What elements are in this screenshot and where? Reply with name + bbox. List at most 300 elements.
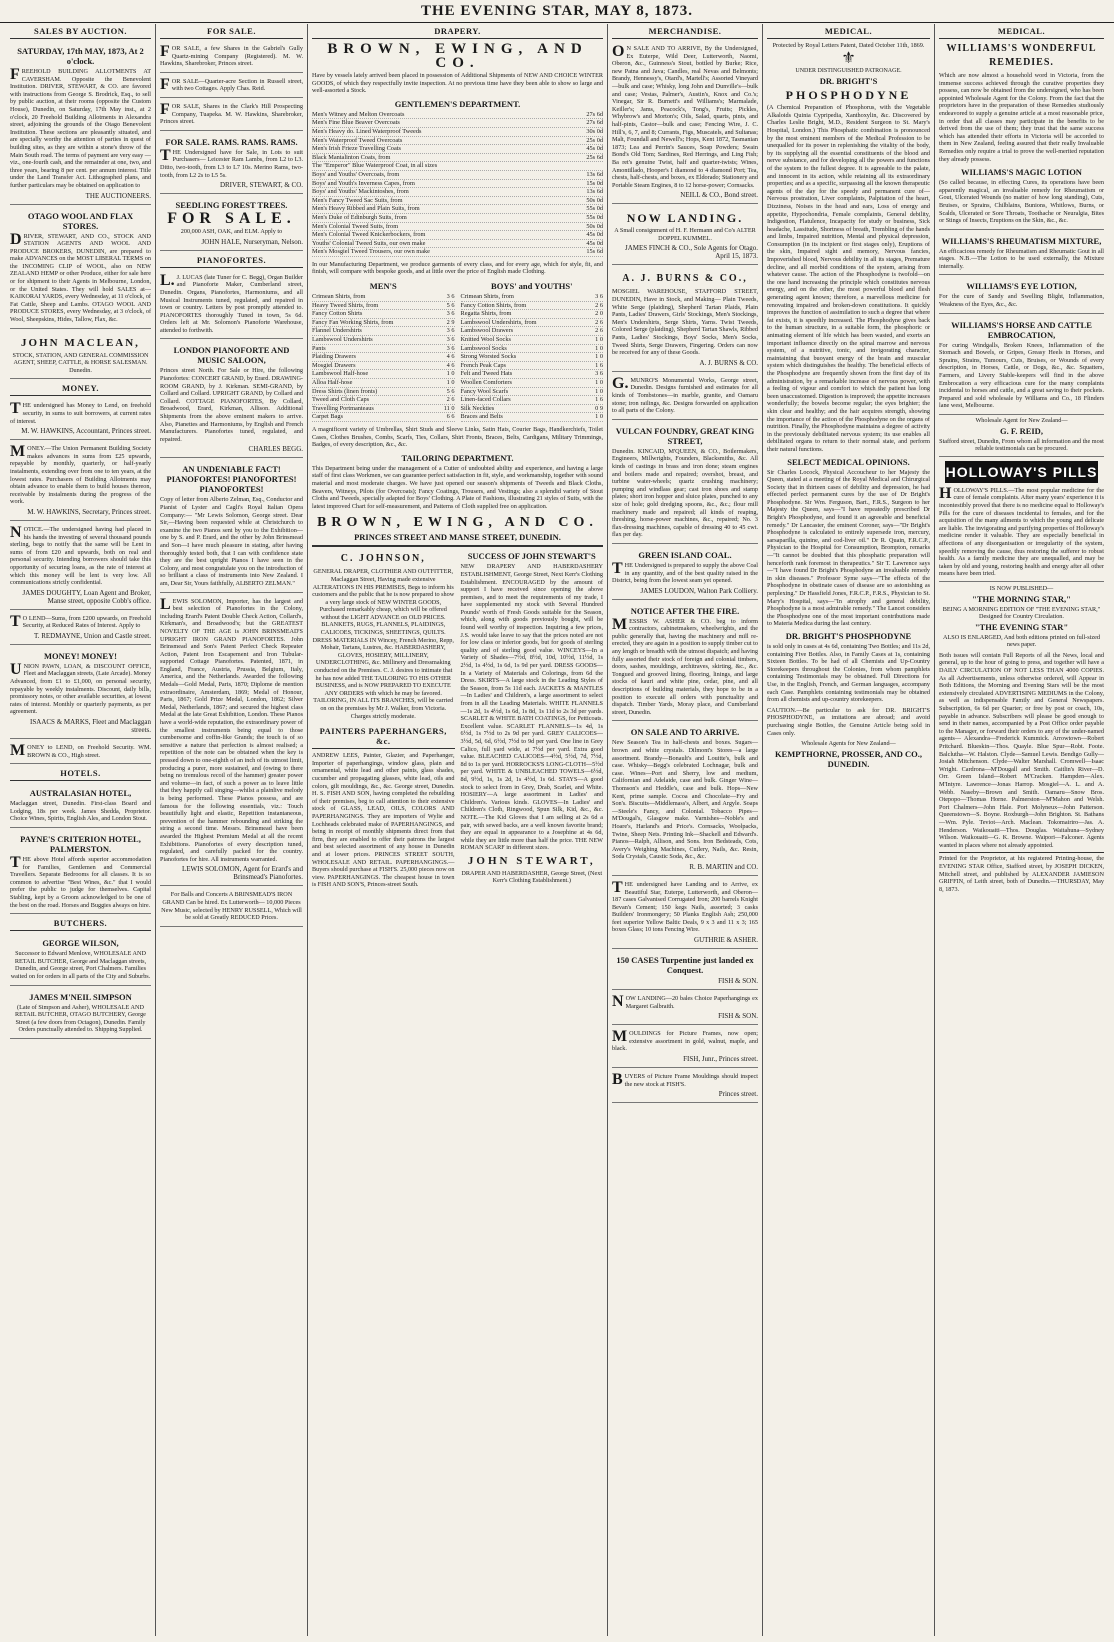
advert-body: Dunedin. KINCAID, M'QUEEN, & CO., Boilermakers, Engineers, Millwrights, Founders, Blacksmiths, &c. All kinds of castings in brass and iron done; steam engines and boilers made and repaired; overshot, breast, and turbine water-wheels; quartz crushing machinery; pumping and windlass gear; cast iron shoes and stamp plates; short iron hopper and sluice plates, punched to any size of hole; gold dredging spoons, &c., &c.; flour mill machinery made and repaired; all kinds of reaping, threshing, horse-power machines, &c., repaired; No. 3 flax-dressing machines, capable of dressing 40 to 45 cwt. flax per day.	[612, 447, 758, 539]
item-price: 50s 0d	[586, 196, 603, 204]
price-row	[461, 405, 604, 414]
tailoring-title: TAILORING DEPARTMENT.	[401, 452, 514, 463]
advert-body: FREEHOLD BUILDING ALLOTMENTS AT CAVERSHAM. Opposite the Benevolent Institution. DRIVER, STEWART, & CO. are favored with instructions from George S. Brodrick, Esq., to sell by public auction, at their rooms (opposite the Custom House), Dunedin, on Saturday, 17th May inst., at 2 o'clock, 20 Freehold Building Allotments in Alexandra street, adjoining the grounds of the Otago Benevolent Institution. These sections are pleasantly situated, and are specially worthy the attention of parties in quest of building sites, as they are within a stone's throw of the Main South road. The terms of payment are very easy — viz., one-fourth cash, and the remainder at one, two, and three years, bearing 8 per cent. per annum interest. Title under the Land Transfer Act. Lithographed plans, and further particulars may be obtained on application to	[10, 66, 151, 189]
item-name: Pants	[312, 344, 326, 352]
mens-table	[312, 280, 455, 422]
item-price: 2 6	[595, 301, 603, 309]
item-name: Lambswool Socks	[460, 344, 507, 352]
item-price: 1 0	[446, 379, 455, 386]
royal-arms-icon: ⚜	[841, 49, 856, 67]
item-name: Fancy Cotton Shirts	[312, 310, 363, 318]
advert-title: VULCAN FOUNDRY, GREAT KING STREET,	[615, 425, 755, 446]
advert-title: A. J. BURNS & CO.,	[622, 273, 748, 285]
advert	[612, 374, 758, 420]
advert-body: Copy of letter from Alberto Zelman, Esq., Conductor and Pianist of Lyster and Cagli's Royal Italian Opera Company:— "Mr Lewis Solomon, George street. Dear Sir,—Having been requested while at Christchurch to examine the two Pianos sent by you to the Exhibition—one by S. and P. Erard, and the other by John Brinsmead and Son—I have much pleasure in stating, after having thoroughly tested both, that I can with confidence state they are the best upright Pianos I have seen in the Colony, and most congratulate you on the introduction of so brilliant a class of instruments into New Zealand. I am, Dear Sir, Yours faithfully, ALBERTO ZELMAN."	[160, 496, 303, 587]
advert-signature: GUTHRIE & ASHER.	[694, 936, 758, 945]
advert	[10, 988, 151, 1039]
phosphodyne-body: (A Chemical Preparation of Phosphorus, with the Vegetable Alkaloids Quinia Cypripedia, Xanthoxylin, &c. Discovered by Charles Leslie Bright, M.D., Resident Surgeon to St. Mary's Hospital, London.) This Phosphatic combination is pronounced by the most eminent members of the Medical Profession to be unequalled for its power in replenishing the vitality of the body, by its supplying all the essential constituents of the blood and nerve substance, and for developing all the powers and functions of the system to the fullest degree. It is agreeable to the palate, and innocent in its action, while retaining all its extraordinary properties; and as a specific, surpassing all the known therapeutic agents of the day for the speedy and permanent cure of— Nervous prostration, Liver complaints, Palpitation of the heart, Dizziness, Noises in the head and ears, Loss of energy and appetite, Hypochondria, Female complaints, General debility, Indigestion, Flatulence, Incapacity for study or business, Sick headache, Lassitude, Shortness of breath, Trembling of the hands and limbs, Impaired nutrition, Mental and physical depression, Consumption (in its incipient or first stages only), Eruptions of the skin, Impaired sight and memory, Nervous fancies, Impoverished blood, Nervous debility in all its stages, Premature decline, and all morbid conditions of the system, arising from whatever cause. The action of the Phosphodyne is twofold—on the one hand increasing the principle which constitutes nervous energy, and on the other, the most powerful blood and flesh generating agent known; therefore, a marvellous medicine for renovating impaired and broken-down constitutions. It quickly improves the function of assimilation to such a degree that where fat exists, it is speedily increased. The Phosphodyne gives back to the human structure, in a suitable form, the phosphoric or animating element of life which has been wasted, and exerts an important influence directly on the spinal marrow and nervous system, of a nutritive, tonic, and invigorating character, maintaining that buoyant energy of the brain and muscular system which distinguishes the healthy. The beneficial effects of the Phosphodyne are frequently shown from the first day of its administration, by a remarkable increase of nervous power, with a feeling of vigour and comfort to which the patient has long been unaccustomed. Digestion is improved; the appetite increases wonderfully; the bowels become regular; the eyes brighter; the skin clear and healthy; and the hair acquires strength, showing the importance of the action of the Phosphodyne on the organs of nutrition. Finally, the Phosphodyne maintains a degree of activity in the previously debilitated nervous system; its use enables all debilitated organs to return to their normal state, and perform their natural functions.	[767, 104, 930, 453]
price-row	[312, 293, 455, 302]
item-name: Travelling Portmanteaus	[312, 404, 374, 412]
item-price: 27s 6d	[586, 119, 603, 127]
advert	[612, 951, 758, 990]
advert-body: L.J. LUCAS (late Tuner for C. Begg), Organ Builder and Pianoforte Maker, Cumberland street, Dunedin. Organs, Pianofortes, Harmoniums, and all Musical Instruments tuned, regulated, and repaired in town or country. Letters by post promptly attended to. PIANOFORTES thoroughly Tuned in town, 5s 6d. Orders left at Mr. Solomon's Pianoforte Warehouse, attended to forthwith.	[160, 271, 303, 334]
advert	[10, 612, 151, 645]
item-price: 25s 6d	[586, 153, 603, 161]
price-row	[312, 145, 603, 154]
item-name: Regatta Shirts, from	[460, 310, 512, 318]
section-header-merchandise: MERCHANDISE.	[612, 24, 758, 39]
item-price: 2 0	[595, 310, 603, 318]
item-name: Linen-faced Collars	[460, 396, 511, 404]
item-price: 55s 0d	[586, 205, 603, 213]
item-price: 3 6	[446, 344, 455, 352]
advert-title: PAYNE'S CRITERION HOTEL, PALMERSTON.	[20, 834, 141, 854]
price-row	[312, 137, 603, 146]
price-row	[312, 345, 455, 354]
item-name: Heavy Tweed Shirts, from	[312, 301, 379, 309]
firm-name-footer: BROWN, EWING, AND CO.	[317, 515, 598, 531]
advert-body: THE undersigned has Money to Lend, on freehold security, in sums to suit borrowers, at current rates of interest.	[10, 400, 151, 425]
advert-signature: FISH, Junr., Princes street.	[683, 1055, 758, 1064]
item-price: 45s 0d	[586, 145, 603, 153]
advert-title: NOW LANDING.	[626, 211, 744, 226]
price-row	[312, 413, 455, 422]
item-price: 4 6	[446, 361, 455, 369]
item-price: 2 9	[446, 318, 455, 326]
item-name: Woollen Comforters	[460, 379, 512, 386]
advert-title: OTAGO WOOL AND FLAX STORES.	[27, 210, 134, 231]
column-medical-williams	[935, 24, 1108, 1636]
advert	[612, 878, 758, 949]
item-price: 11 0	[443, 404, 455, 412]
item-price: 27s 6d	[586, 110, 603, 118]
price-row	[461, 388, 604, 397]
advert-body: MONEY to LEND, on Freehold Security. WM. BROWN & CO., High street.	[10, 742, 151, 760]
advert-headline: FOR SALE.	[167, 210, 296, 228]
advert-body: A Small consignment of H. F. Hermann and Co's ALTER DOPPEL KUMMEL.	[614, 227, 756, 242]
advert-body: 200,000 ASH, OAK, and ELM. Apply to	[180, 228, 283, 236]
advert	[10, 784, 151, 828]
advert-signature: JAMES DOUGHTY, Loan Agent and Broker, Manse street, opposite Cobb's office.	[22, 588, 151, 605]
advert	[612, 206, 758, 265]
advert-title: SEEDLING FOREST TREES.	[175, 200, 288, 211]
advert-body: BUYERS of Picture Frame Mouldings should inspect the new stock at FISH'S.	[612, 1071, 758, 1089]
advert-signature: T. REDMAYNE, Union and Castle street.	[33, 631, 151, 640]
advert-title: SUCCESS OF JOHN STEWART'S	[467, 551, 596, 562]
morning-star-sub: BEING A MORNING EDITION OF "THE EVENING STAR," Designed for Country Circulation.	[942, 605, 1101, 621]
advert	[160, 341, 303, 458]
advert	[160, 595, 303, 887]
williams-title: WILLIAMS'S WONDERFUL REMEDIES.	[946, 43, 1097, 68]
item-price: 1 0	[595, 336, 603, 344]
price-row	[312, 405, 455, 414]
price-row	[312, 353, 455, 362]
advert-signature: FISH & SON.	[718, 1012, 758, 1021]
item-name: Knitted Wool Socks	[460, 336, 511, 344]
item-price: 1 6	[595, 396, 603, 404]
advert	[160, 460, 303, 592]
advert	[160, 133, 303, 194]
item-name: Strong Worsted Socks	[460, 353, 517, 361]
item-price: 6 6	[446, 413, 455, 421]
gents-department-title: GENTLEMEN'S DEPARTMENT.	[394, 98, 521, 109]
agent-title: Wholesale Agent for New Zealand—	[975, 417, 1068, 424]
price-tables	[312, 280, 603, 422]
price-row	[312, 370, 455, 379]
advert	[10, 331, 151, 380]
advert-title: FOR SALE. RAMS. RAMS. RAMS.	[165, 136, 298, 147]
variety-note: A magnificent variety of Umbrellas, Shirt Studs and Sleeve Links, Satin Hats, Courier Bags, Handkerchiefs, Toilet Cases, Clothes Brushes, Combs, Scarfs, Ties, Collars, Shirt Fronts, Braces, Belts, Cardigans, Military Trimmings, Badges, of every description, &c., &c.	[312, 425, 603, 449]
morning-star-title: "THE MORNING STAR,"	[972, 593, 1071, 604]
item-price: 45s 0d	[586, 231, 603, 239]
advert-body: THE Undersigned have for Sale, in Lots to suit Purchasers— Leicester Ram Lambs, from L2 to L3. Ditto, two-tooth, from L3 to L7 10s. Merino Rams, two-tooth, from L2 2s to L5 5s.	[160, 146, 303, 179]
item-price: 5 6	[446, 301, 455, 309]
advert	[160, 196, 303, 251]
price-row	[312, 336, 455, 345]
item-price: 30s 0d	[586, 127, 603, 135]
item-name: Flannel Undershirts	[312, 327, 362, 335]
advert-body: NOTICE.—The undersigned having had placed in his hands the investing of several thousand pounds sterling, begs to notify that the same will be Lent in sums of from £20 and upwards, both on real and personal security. Intending borrowers should take this opportunity of securing loans, as the rate of interest at which this money will be lent is very low. All communications strictly confidential.	[10, 523, 151, 587]
advert-body: GENERAL DRAPER, CLOTHIER AND OUTFITTER, Maclaggan Street, Having made extensive ALTERATIONS IN HIS PREMISES, Begs to inform his customers and the public that he is now prepared to show a very large stock of NEW WINTER GOODS, Purchased remarkably cheap, which will be offered without the LIGHT ADVANCE on OLD PRICES. BLANKETS, RUGS, FLANNELS, PLAIDINGS, CALICOES, TICKINGS, SHEETINGS, QUILTS. DRESS MATERIALS IN Wincey, French Merino, Repp, Mohair, Tartans, Lustres, &c. HABERDASHERY, GLOVES, HOSIERY, MILLINERY, UNDERCLOTHING, &c. Millinery and Dressmaking conducted on the Premises. C. J. desires to intimate that he has now added THE TAILORING TO HIS OTHER BUSINESS, and is NOW PREPARED TO EXECUTE ANY ORDERS with which he may be favored. TAILORING, IN ALL ITS BRANCHES, will be carried on on the premises by Mr J. Walker, from Victoria. Charges strictly moderate.	[312, 568, 455, 720]
price-row	[461, 302, 604, 311]
phosphodyne-title: DR. BRIGHT'S	[819, 76, 878, 87]
advert-body: THE undersigned have Landing and to Arrive, ex Beautiful Star, Euterpe, Lutterworth, and Oberon— 187 cases Galvanised Corrugated Iron; 200 barrels Knight Bevan's Cement; 150 kegs Nails, assorted; 3 casks Builders' Ironmongery; 50 Planks English Ash; 250,000 feet superior Yellow Baltic Deals, 9 x 3 and 11 x 3; 165 boxes Glass; 10 tons Fencing Wire.	[612, 878, 758, 934]
advert-signature: Princes street.	[718, 1090, 758, 1099]
advert-signature: JAMES FINCH & CO., Sole Agents for Otago. April 15, 1873.	[624, 244, 758, 261]
price-row	[312, 310, 455, 319]
advert	[10, 442, 151, 521]
item-name: Felt and Tweed Hats	[460, 370, 513, 378]
remedy-title: WILLIAMS'S HORSE AND CATTLE EMBROCATION,	[951, 319, 1092, 340]
advert-signature: ISAACS & MARKS, Fleet and Maclaggan streets.	[30, 718, 151, 735]
item-price: 1 0	[595, 413, 603, 421]
item-name: Fancy Wool Scarfs	[460, 387, 509, 395]
price-row	[312, 111, 603, 120]
lower-adverts	[312, 550, 603, 889]
advert-body: Princes street North. For Sale or Hire, the following Pianofortes: CONCERT GRAND, by Erard. DRAWING-ROOM GRAND, by J. Kirkman. SEMI-GRAND, by Collard and Collard. UPRIGHT GRAND, by Collard and Collard. COTTAGE PIANOFORTES, By Collard, Broadwood, Erard, Kirkman, Allison. Additional Shipments from the above eminent makers to arrive. Also, Pianettes and Harmoniums, by English and French Manufacturers. Pianofortes tuned, regulated, and repaired.	[160, 367, 303, 443]
advert	[160, 100, 303, 131]
item-price: 13s 6d	[586, 170, 603, 178]
section-header-drapery: DRAPERY.	[312, 24, 603, 39]
price-row	[312, 362, 455, 371]
advert-body: FOR SALE, Shares in the Clark's Hill Prospecting Company, Tuapeka. M. W. Hawkins, Sharebroker, Princes street.	[160, 100, 303, 126]
item-price: 13s 6d	[586, 188, 603, 196]
section-header-medical: MEDICAL.	[939, 24, 1104, 39]
remedy-title: WILLIAMS'S RHEUMATISM MIXTURE,	[941, 235, 1102, 246]
advert	[612, 723, 758, 876]
item-price: 3 6	[595, 370, 603, 378]
boys-list	[461, 293, 604, 422]
mens-title: MEN'S	[369, 281, 397, 292]
advert-signature: JOHN HALE, Nurseryman, Nelson.	[201, 237, 303, 246]
advert-body: MOSGIEL WAREHOUSE, STAFFORD STREET, DUNEDIN, Have in Stock, and Making— Plain Tweeds, White Serge (plaiding), Shepherd Tartan Plaids, Plain Pants, Ladies' Drawers, Girls' Stockings, Men's Stockings, Men's Undershirts, Serge Shirts, Yarns. Twist Tweeds, Colored Serge (plaiding), Shepherd Tartan Shawls, Ribbed Pants, Ladies' Stockings, Boys' Socks, Men's Socks, Tweed Shirts, Serge Drawers, Fingering. Orders can now be received for any of these Goods.	[612, 288, 758, 357]
item-price: 55s 0d	[586, 213, 603, 221]
item-price: 1 0	[595, 353, 603, 361]
price-row	[461, 319, 604, 328]
advert	[160, 888, 303, 926]
remedy-body: For the cure of Sandy and Swelling Blight, Inflammation, Weakness of the Eyes, &c., &c.	[939, 293, 1104, 309]
sold-info: is sold only in cases at 4s 6d, containing Two Bottles; and 11s 2d, containing Five Bottles. Also, in Family Cases at 1s, containing Sixteen Bottles. To be had of all Chemists and Up-Country Storekeepers throughout the Colonies, from whom pamphlets containing Testimonials may be obtained. Full Directions for Use, in the English, French, and German languages, accompany each Case. Pamphlets containing testimonials may be obtained from all chemists and up-country storekeepers.	[767, 642, 930, 704]
remedy-body: An efficacious remedy for Rheumatism and Rheumatic Gout in all stages. N.B.—The Lotion to be used externally, the Mixture internally.	[939, 247, 1104, 270]
advert-body: MOULDINGS for Picture Frames, now open; extensive assortment in gold, walnut, maple, and black.	[612, 1028, 758, 1053]
price-row	[461, 396, 604, 405]
price-row	[312, 214, 603, 223]
columns	[6, 24, 1108, 1636]
item-name: Mosgiel Drawers	[312, 361, 356, 369]
item-name: Men's Witney and Melton Overcoats	[312, 110, 405, 118]
price-row	[312, 240, 603, 249]
price-row	[312, 154, 603, 163]
remedy	[939, 277, 1104, 313]
price-row	[312, 128, 603, 137]
remedy	[939, 163, 1104, 230]
price-row	[312, 388, 455, 397]
advert-body: DRIVER, STEWART, AND CO., STOCK AND STATION AGENTS AND WOOL AND PRODUCE BROKERS, DUNEDIN, are prepared to make ADVANCES on the MOST LIBERAL TERMS on the INCOMING CLIP of WOOL, also on NEW ZEALAND HEMP or other Produce, either for sale here or for shipment to their Agents in Melbourne, London, or the United States. They will hold SALES at— KAIKORAI YARDS, every Wednesday, at 11 o'clock, of Fat Cattle, Sheep and Lambs. OTAGO WOOL AND PRODUCE STORES, every Wednesday, at 3 o'clock, of Wool, Sheepskins, Hides, Tallow, Flax, &c.	[10, 230, 151, 324]
item-name: Braces and Belts	[460, 413, 503, 421]
advert-body: STOCK, STATION, AND GENERAL COMMISSION AGENT, SHEEP, CATTLE, & HORSE SALESMAN. Dunedin.	[12, 351, 149, 374]
price-row	[461, 362, 604, 371]
holloway-body: HOLLOWAY'S PILLS.—The most popular medicine for the cure of female complaints. After many years' experience it is incontestibly proved that there is no medicine equal to Holloway's Pills for the cure of diseases incidental to females, and for the acquisition of the many ailments to which the young and delicate are liable. The invigorating and purifying properties of Holloway's medicine render it valuable. They are especially beneficial in affections of any disorganisation or irregularity of the system, speedily removing the cause, thus restoring the sufferer to robust health. As a family medicine they are unequalled, and may be taken by old and young, restoring health and energy after all other means have been tried.	[939, 487, 1104, 582]
price-row	[312, 223, 603, 232]
advert-body: MESSRS W. ASHER & CO. beg to inform contractors, cabinetmakers, wheelwrights, and the public generally that, having the machinery and mill re-erected, they are again in a position to supply timber cut to any length or breadth with the utmost dispatch; and having fully assorted their stock of foreign and colonial timbers, doors, sashes, mouldings, architraves, skirting, &c., &c. Tongued and grooved lining, flooring, linings, and large stocks of kauri and white pine, cedar, pine, and all descriptions of building materials, they hope to be in a position to execute all orders with punctuality and dispatch. Timber Yards, Moray place, and Cumberland street, Dunedin.	[612, 615, 758, 716]
firm-name: BROWN, EWING, AND CO.	[327, 41, 588, 71]
remedy-title: WILLIAMS'S EYE LOTION,	[966, 281, 1077, 292]
item-name: Crimean Shirts, from	[312, 293, 366, 301]
advert-body: Successor to Edward Menlove, WHOLESALE AND RETAIL BUTCHER, George and Maclaggan streets, Dunedin, and George street, Port Chalmers. Families waited on for orders in all parts of the City and Suburbs.	[10, 950, 151, 980]
agent-name: G. F. REID,	[1000, 425, 1043, 436]
advert-signature: LEWIS SOLOMON, Agent for Erard's and Brinsmead's Pianofortes.	[181, 865, 303, 882]
advert-body: New Season's Tea in half-chests and boxes. Sugars—brown and white crystals. Dilmont's Stores—a large assortment. Brandy—Bonault's and Louitte's, bulk and case. Whisky—Begg's celebrated Lochnagar, bulk and case. Wines—Port and Sherry, low and medium, Californian and Adelaide, case and bulk. Ginger Wine—Thomson's and Heddle's, case and bulk. Hops—New Kent, prime sample. Cocoa and Chocolate—Fry and Son's. Biscuits—Middlemass's, Albert, and Argyle. Soaps—Steele's Fancy, and Colonial. Tobacco Pipes—M'Dougal's, Glasgow make. Varnishes—Noble's and Hoare's, Harland's and Price's. Cornsacks, Woolpacks, Twine, Sheep Nets. Printing Ink—Shackell and Edward's. Pianos—Ralph, Allison, and Sons. Iron Bedsteads, Cots, Avery's Weighing Machines, Cutlery, Nails, &c. Resin, Soda Crystals, Caustic Soda, &c., &c.	[612, 739, 758, 861]
boys-table	[461, 280, 604, 422]
advert	[612, 267, 758, 371]
patent-notice: Protected by Royal Letters Patent, Dated October 11th, 1869.	[772, 42, 925, 49]
advert-body: THE above Hotel affords superior accommodation for Families, Gentlemen and Commercial Travellers. Separate Bedrooms for all classes. It is so common to advertise "Best Wines, &c." that I would prefer the public to judge for themselves. Capital Stabling, kept by a Groom acknowledged to be one of the best on the road. Horses and Buggies always on hire.	[10, 854, 151, 909]
price-row	[312, 188, 603, 197]
price-row	[312, 119, 603, 128]
item-name: Men's Mosgiel Tweed Trousers, our own make	[312, 248, 430, 256]
advert-title: AUSTRALASIAN HOTEL,	[29, 788, 132, 799]
williams-intro: Which are now almost a household word in Victoria, from the immense success achieved through the curative properties they possess, can now be obtained from the undersigned, who has been appointed Wholesale Agent for the Colony. From the fact that the proprietors have in the preparation of these Remedies studiously endeavored to supply a genuine article at a most reasonable price, in order that all classes may participate in the benefits to be derived from the use of them; they trust that the same success which has attended their efforts in Victoria will be accorded to them in New Zealand, feeling assured that their really Invaluable Remedies only require a trial to prove the well-merited reputation they already possess.	[939, 72, 1104, 163]
item-name: Men's Fine Blue Beaver Overcoats	[312, 119, 400, 127]
item-name: Men's Waterproof Tweed Overcoats	[312, 136, 403, 144]
auction-ads	[10, 42, 151, 379]
item-price: 2 6	[595, 327, 603, 335]
item-price: 3 6	[446, 293, 455, 301]
section-header-hotels: HOTELS.	[10, 766, 151, 781]
advert	[612, 1070, 758, 1103]
advert-title: GREEN ISLAND COAL.	[638, 549, 732, 560]
price-row	[461, 379, 604, 388]
phosphodyne-title-2: DR. BRIGHT'S PHOSPHODYNE	[785, 630, 912, 641]
price-row	[461, 345, 604, 354]
advert-signature: NEILL & CO., Bond street.	[680, 191, 758, 200]
item-price: 3 6	[446, 327, 455, 335]
remedy	[939, 316, 1104, 415]
advert-title: MONEY! MONEY!	[44, 650, 117, 661]
item-price: 50s 0d	[586, 222, 603, 230]
price-row	[312, 162, 603, 171]
advert-title: NOTICE AFTER THE FIRE.	[630, 605, 740, 616]
price-row	[461, 353, 604, 362]
advert-body: MONEY.—The Union Permanent Building Society makes advances in sums from £25 upwards, repayable by monthly, quarterly, or half-yearly instalments, extending over from one to ten years, at the lowest rates. Purchasers of Building Allotments may obtain advance to enable them to build houses thereon, receivable by instalments during the progress of the work.	[10, 443, 151, 506]
advert	[10, 830, 151, 914]
item-name: Tweed and Cloth Caps	[312, 396, 370, 404]
opinions-body: Sir Charles Locock, Physical Accoucheur to her Majesty the Queen, stated at a meeting of the Royal Medical and Chirurgical Society that in thirteen cases of debility and depression, he had effected perfect permanent cures by the use of Dr Bright's Phosphodyne. Sir Wm. Ferguson, Bart., F.R.S., Surgeon to her Majesty the Queen, says—"I have repeatedly prescribed Dr Bright's Phosphodyne, and found it an agreeable and beneficial remedy." Dr Lancaster, the eminent Coroner, says—"Dr Bright's Phosphodyne is calculated to entirely supersede iron, mercury, sarsaparilla, quinine, and cod-liver oil." Dr R. Quain, F.R.C.P., Physician to the Hospital for Consumption, Brompton, remarks—"It cannot be doubted that this phosphatic preparation will henceforth rank foremost in therapeutics." Sir T. Lawrence says—"I have found Dr Bright's Phosphodyne an invaluable remedy in skin diseases." Professor Syme says—"The effects of the Phosphodyne in obstinate cases of disease are so astonishing as perplexing." Dr Hassfield Jones, F.R.C.P., F.R.S., Physician to St. Mary's Hospital, says—"In atrophy and general debility, Phosphodyne is a most admirable remedy." The Lancet considers the Phosphodyne one of the most important contributions made to Materia Medica during the last century.	[767, 468, 930, 628]
item-price: 15s 6d	[586, 248, 603, 256]
advert-body: THE Undersigned is prepared to supply the above Coal in any quantity, and of the best quality raised in the District, being from the lowest seam yet opened.	[612, 559, 759, 585]
item-price: 5 6	[446, 387, 455, 395]
advert-signature: DRAPER AND HABERDASHER, George Street, (Next Kerr's Clothing Establishment.)	[461, 869, 603, 885]
item-name: Men's Fancy Tweed Sac Suits, from	[312, 196, 403, 204]
price-row	[461, 327, 604, 336]
price-row	[312, 327, 455, 336]
item-name: The "Emperor" Blue Waterproof Coat, in all sizes	[312, 162, 438, 170]
advert-title: SATURDAY, 17th MAY, 1873, At 2 o'clock.	[17, 46, 144, 66]
price-row	[312, 180, 603, 189]
gents-price-list	[312, 111, 603, 257]
item-name: Carpet Bags	[312, 413, 343, 421]
item-name: Men's Irish Frieze Travelling Coats	[312, 145, 401, 153]
item-price: 2 6	[595, 318, 603, 326]
evening-star-sub: ALSO IS ENLARGED, And both editions printed on full-sized news paper.	[943, 633, 1100, 649]
price-row	[461, 413, 604, 422]
item-name: Youths' Colonial Tweed Suits, our own make	[312, 239, 426, 247]
advert-body: For Balls and Concerts A BRINSMEAD'S IRON GRAND Can be hired. Ex Lutterworth— 10,000 Pieces New Music, selected by HENRY RUSSELL, Which will be sold at Greatly REDUCED Prices.	[161, 891, 302, 922]
advert-title: AN UNDENIABLE FACT! PIANOFORTES! PIANOFORTES! PIANOFORTES!	[166, 464, 297, 495]
item-price: 1 0	[595, 344, 603, 352]
advert	[10, 741, 151, 764]
column-merchandise	[608, 24, 763, 1636]
advert-title: JAMES M'NEIL SIMPSON	[29, 991, 132, 1002]
firm-address: PRINCES STREET AND MANSE STREET, DUNEDIN.	[354, 532, 561, 543]
advert-signature: FISH & SON.	[718, 977, 758, 986]
item-name: Lambswool Undershirts	[312, 336, 373, 344]
johnson-advert	[312, 550, 455, 889]
item-name: Crimean Shirts, from	[460, 293, 514, 301]
advert	[612, 546, 758, 600]
advert	[10, 207, 151, 329]
item-name: Lambswool Undershirts, from	[460, 318, 537, 326]
section-header-money: MONEY.	[10, 381, 151, 396]
advert-body: LEWIS SOLOMON, Importer, has the largest and best selection of Pianofortes in the Colony, including Erard's Patent Double Check Action, Collard's, Kirkman's, and Broadwood's; but the GREATEST NOVELTY OF THE AGE is JOHN BRINSMEAD'S UPRIGHT IRON GRAND PIANOFORTES. John Brinsmead and Son's Patent Perfect Check Repeater Action, Patent Iron Escapement and Iron Tubular-supported Cottage Pianofortes. Patented, 1871, in England, France, Austria, Prussia, Belgium, Italy, America, and the Netherlands. Awarded the following Medals—Gold Medal, Paris, 1870; Diplome de mention extraordinaire, Amsterdam, 1869; Medal of Honour, Paris, 1867; Gold Prize Medal, London, 1862; Silver Medal, Netherlands, 1867; and secured the highest class Medal at the late Great Exhibition, London. These Pianos have a world-wide reputation, the extraordinary power of the smallest instruments being equal to those cumbersome and coffin-like Grands; the touch is of so sensitive a nature that perfection is almost realised; a repetition of the note can be obtained when the key is pressed down to one-eighth of an inch of its utmost limit, producing a purer, more sustained, and (owing to there being no tremulous recoil of the hammer) greater power and volume—in fact, of such a power as to leave little that they happily call singing—whilst a plainlive melody is being performed. These Pianos possess, and are famous for the following essentials, viz.: Touch beautifully light and elastic, Repetition instantaneous, prevention of the hammer rebounding and striking the string a second time. Messrs. Brinsmead have been awarded the Highest Premium Medal at all the recent Exhibitions. Pianofortes of every description tuned, regulated, and carefully packed for the country. Pianofortes for hire. All instruments warranted.	[160, 595, 303, 863]
item-name: Black Mantalinton Coats, from	[312, 153, 391, 161]
item-price: 3 6	[446, 310, 455, 318]
advert	[612, 422, 758, 544]
advert-title: LONDON PIANOFORTE AND MUSIC SALOON,	[173, 345, 290, 366]
item-price: 1 0	[595, 387, 603, 395]
item-price: 1 0	[446, 370, 455, 378]
advert-signature: M. W. HAWKINS, Accountant, Princes street.	[21, 427, 151, 436]
item-price: 1 6	[595, 361, 603, 369]
price-row	[461, 310, 604, 319]
advert-title: C. JOHNSON,	[340, 553, 426, 565]
advert	[10, 934, 151, 985]
item-price: 3 6	[446, 336, 455, 344]
item-price: 3 6	[595, 293, 603, 301]
price-row	[312, 396, 455, 405]
advert-signature: CHARLES BEGG.	[248, 445, 303, 454]
advert	[160, 75, 303, 98]
published-title: IS NOW PUBLISHED—	[989, 584, 1054, 592]
drapery-intro: Have by vessels lately arrived been placed in possession of Additional Shipments of NEW AND CHOICE WINTER GOODS, of which they respectfully invite inspection. At no previous time have they been able to show so large and well-assorted a Stock.	[312, 72, 603, 95]
item-name: Dress Shirts (linen fronts)	[312, 387, 378, 395]
advert-body: NEW DRAPERY AND HABERDASHERY ESTABLISHMENT, George Street, Next Kerr's Clothing Establishment. ENCOURAGED by the amount of support I have received since opening the above premises, and to meet the requirements of my trade, I have supplemented my stock with Several Hundred Pounds' worth of Fresh Goods suitable for the Season, which, along with goods previously bought, will be found well worthy of inspection. Inquiring a few prices, J.S. would take leave to say that the prices noted are not for low class or inferior goods, but for goods of sterling quality and of sterling good value. WINCEYS—In a Variety of Shades—7½d, 8½d, 10d, 10½d, 11½d, 1s 2½d, 1s 4½d, 1s 6d, 1s 9d per yard. DRESS GOODS—In a Variety of Materials and Colorings, from 6d the Dress. SKIRTS—A large stock in the Leading Styles of the Season, from 5s 11d each. JACKETS & MANTLES—In Ladies' and Children's, a large assortment to select from in all the Leading Materials. WHITE FLANNELS—1s 2d, 1s 4½d, 1s 6d, 1s 8d, 1s 11d to 2s 3d per yards. SCARLET & WHITE BATH COATINGS, for Petticoats. Excellent value. SCARLET FLANNELS—1s 4d, 1s 6½d, 1s 7½d to 2s 9d per yard. GREY CALICOES—3½d, 5d, 6d, 6½d, 7½d to 9d per yard. One line in Grey Calico, full yard wide, at 7½d per yard. Extra good value. BLEACHED CALICOES—4½d, 5½d, 7d, 7½d, 8d to 1s per yard. HORROCKS'S LONG-CLOTH—5½d per yard. WHITE & UNBLEACHED TOWELS—6½d, 8d, 9½d, 1s, 1s 2d, 1s 4½d, 1s 6d. STAYS—A good stock to select from in Grey, Drab, Scarlet, and White. HOSIERY—A large assortment in Ladies' and Children's. Various kinds. GLOVES—In Ladies' and Children's Cloth, Ringwood, Spun Silk, Kid, &c., &c. NOTE.—The Kid Gloves that I am selling at 2s 6d a pair, with sewed backs, are a well known favorite brand; they are equal in appearance to a Josephine at 4s 6d, while they are little more than half the price. THE NEW ROMAN SCARF in different sizes.	[460, 563, 603, 852]
agents-name: KEMPTHORNE, PROSSER, AND CO., DUNEDIN.	[774, 748, 923, 769]
item-price: 45s 0d	[586, 239, 603, 247]
advert-signature: A. J. BURNS & CO.	[699, 358, 758, 367]
advert-body: TO LEND—Sums, from £200 upwards, on Freehold Security, at Reduced Rates of Interest. Apply to	[10, 612, 151, 630]
item-name: French Peak Caps	[460, 361, 506, 369]
item-price: 1 0	[595, 379, 603, 386]
patronage-line: UNDER DISTINGUISHED PATRONAGE.	[795, 67, 902, 74]
price-row	[312, 319, 455, 328]
item-name: Alloa Half-hose	[312, 379, 353, 386]
holloway-banner: HOLLOWAY'S PILLS	[945, 461, 1098, 483]
advert-title: ON SALE AND TO ARRIVE.	[630, 727, 740, 738]
price-row	[312, 197, 603, 206]
price-row	[461, 293, 604, 302]
advert	[612, 602, 758, 722]
price-row	[461, 370, 604, 379]
column-for-sale	[156, 24, 308, 1636]
advert-body: ON SALE AND TO ARRIVE, By the Undersigned, Ex Euterpe, Wild Deer, Lutterworth, Naomi, Oberon, &c., Guinness's Stout, bottled by Burke; Rice, new Patna and Java; Candles, real Nevas and Belmonts; Brandy, Hennessy's, Otard's, Martell's; Assorted Vineyard—bulk and case; Whisky, long John and Dunville's—bulk and case; Vestas, Palmer's, Austin's, Knox and Co.'s; Vinegar, Sir R. Burnett's and Williams's; Marmalade, Keiller's; Jams, Peacock's, Tong's, Fruits; Pickles, Whybrow's and Morton's; Oils, Salad, quarts, pints, and half-pints, Castor—bulk and case; Fencing Wire, J. C. Hill's, 6, 7, and 8; Currants, Figs, Muscatels, and Sultanas; Malt, Foundall and Newell's; Hops, Kent 1872, Tasmanian 1873; Lea and Perrin's Sauces, Soap Powders; Swain Bond's Old Tom; Sardines, Red Herrings, and Ling Fish; Ba ret's genuine Twist, half and quarter-twists; Wines, Amontillado, Hooper's I diamond to 4 diamond Port; Tea, chests, half-chests, and boxes, ex Eldorado; Stationery and Portable Steam Engines, 8 to 12 horse-power; Cornsacks.	[612, 43, 758, 189]
item-name: Boys' and Youths' Mackintoshes, from	[312, 188, 409, 196]
column-sales-by-auction	[6, 24, 156, 1636]
item-price: 0 9	[595, 404, 603, 412]
section-header-for-sale: FOR SALE.	[160, 24, 303, 39]
advert-body: NOW LANDING—20 bales Choice Paperhangings ex Margaret Galbraith.	[612, 993, 758, 1011]
section-header-pianofortes: PIANOFORTES.	[160, 253, 303, 268]
section-header-auction: SALES BY AUCTION.	[10, 24, 151, 39]
item-price: 15s 0d	[586, 179, 603, 187]
item-name: Lambswool Half-hose	[312, 370, 369, 378]
opinions-title: SELECT MEDICAL OPINIONS.	[787, 456, 910, 467]
manufacturing-note: In our Manufacturing Department, we produce garments of every class, and for every age, which for style, fit, and finish, will compare with bespoke goods, and at little over the price of English made Clothing.	[312, 260, 603, 276]
phosphodyne-headline: PHOSPHODYNE	[785, 88, 912, 103]
item-name: Lambswool Drawers	[460, 327, 514, 335]
item-name: Fancy Cotton Shirts, from	[460, 301, 527, 309]
advert	[10, 399, 151, 440]
stewart-advert	[461, 550, 604, 889]
agents-title: Wholesale Agents for New Zealand—	[801, 740, 896, 748]
boys-title: BOYS' and YOUTHS'	[491, 281, 573, 292]
circulation-notice: Both issues will contain Full Reports of all the News, local and general, up to the hour of going to press, and together will have a DAILY CIRCULATION OF NOT LESS THAN 4000 COPIES. As all Advertisements, unless otherwise ordered, will Appear in Both Editions, the Morning and Evening Stars will be the most extensively circulated ADVERTISING MEDIUMS in the Colony, as well as indispensable Family and General Newspapers. Subscription, 6s 6d per Quarter; or free by post or coach, 10s, payable in advance. Subscribers will please be good enough to send in their names, accompanied by a Post Office order payable to the Manager, or forward their orders to any of the under-named agents— Alexandra—Frederick Kummick. Arrowtown—Robert Pritchard. Blueskin—Thos. Quayle. Blue Spur—Robt. Foote. Balclutha—W. Halston. Clyde—Samuel Lewis. Bendigo Gully—Josiah Mitchenson. Clyde—Walter Marshall. Cromwell—Isaac Wright. Cardrona—M'Dougall and Smith. Caitlin's River—D. Orr. Green Island—Robert M'Cracken. Hampden—Alex. M'Intyre. Lawrence—Jonas Harrop. Mosgiel—A. L. and A. Webb. Naseby—Brown and Smith. Oamaru—Snow Bros. Otepopo—Thomas Horne. Palmerston—M'Mahon and Welsh. Port Chalmers—John Hale. Port Molyneux—John Patterson. Queenstown—S. Boyne. Roxburgh—John Brighton. St. Bathans—Wm. Pyle. Teviot—Arch. Maclean. Tokomairiro—Jas. A. Henderson. Waikouaiti—Thos. Douglas. Waitahuna—Sydney Wilson. Waikouaiti—G. K. Browne. Waipori—Falconer. Agents wanted in places where not already appointed.	[939, 651, 1104, 849]
advert-body: FOR SALE—Quarter-acre Section in Russell street, with two Cottages. Apply Chas. Reid.	[160, 75, 303, 93]
advert-firm: JOHN STEWART,	[467, 854, 596, 867]
caution-note: CAUTION.—Be particular to ask for DR. BRIGHT'S PHOSPHODYNE, as imitations are abroad; and avoid purchasing single Bottles, the Genuine Article being sold in Cases only.	[767, 706, 930, 737]
advert-signature: M. W. HAWKINS, Secretary, Princes street.	[27, 507, 151, 516]
item-name: Men's Colonial Tweed Suits, from	[312, 222, 399, 230]
advert	[160, 271, 303, 340]
price-row	[312, 205, 603, 214]
advert-signature: JAMES LOUDON, Walton Park Colliery.	[640, 586, 758, 595]
price-row	[312, 248, 603, 257]
section-header-medical: MEDICAL.	[767, 24, 930, 39]
price-row	[312, 231, 603, 240]
item-name: Fancy Fan Working Shirts, from	[312, 318, 394, 326]
item-name: Men's Heavy do. Lined Waterproof Tweeds	[312, 127, 422, 135]
tailoring-body: This Department being under the management of a Cutter of undoubted ability and experience, and having a large staff of first class Workmen, we can guarantee perfect satisfaction in fit, style, and workmanship, together with sound material and most moderate charges. We have just opened our season's shipments of Tweeds and Black Cloths, Beavers, Witneys, Pilots (for Overcoats); Fancy Coatings, Trousers, and Vestings; also a splendid variety of Stout Cloths and Tweeds, specially adapted for Boys' Clothing. A Plate of Fashions, illustrating 21 styles of Suits, with the latest improved Chart for self-measurement, and Patterns of Cloth supplied free on application.	[312, 464, 603, 510]
price-row	[312, 379, 455, 388]
advert-signature: THE AUCTIONEERS.	[85, 191, 151, 200]
item-name: Silk Neckties	[460, 404, 495, 412]
advert-body: UNION PAWN, LOAN, & DISCOUNT OFFICE, Fleet and Maclaggan streets, (Late Arcade). Money Advanced, from £1 to £1,000, on personal security, repayable by weekly instalments. Discount, daily bills, promissory notes, or other available securities, at lowest rates of interest. Monthly or quarterly payments, as per agreement.	[10, 660, 151, 716]
divider	[312, 545, 603, 547]
advert	[10, 523, 151, 610]
advert-signature: R. B. MARTIN and CO.	[689, 862, 758, 871]
advert-signature: DRIVER, STEWART, & CO.	[219, 181, 303, 190]
advert-body: (Late of Simpson and Asher), WHOLESALE AND RETAIL BUTCHER, OTAGO BUTCHERY, George Street (a few doors from Octagon), Dunedin. Family Orders punctually attended to. Shipping Supplied.	[15, 1003, 146, 1034]
